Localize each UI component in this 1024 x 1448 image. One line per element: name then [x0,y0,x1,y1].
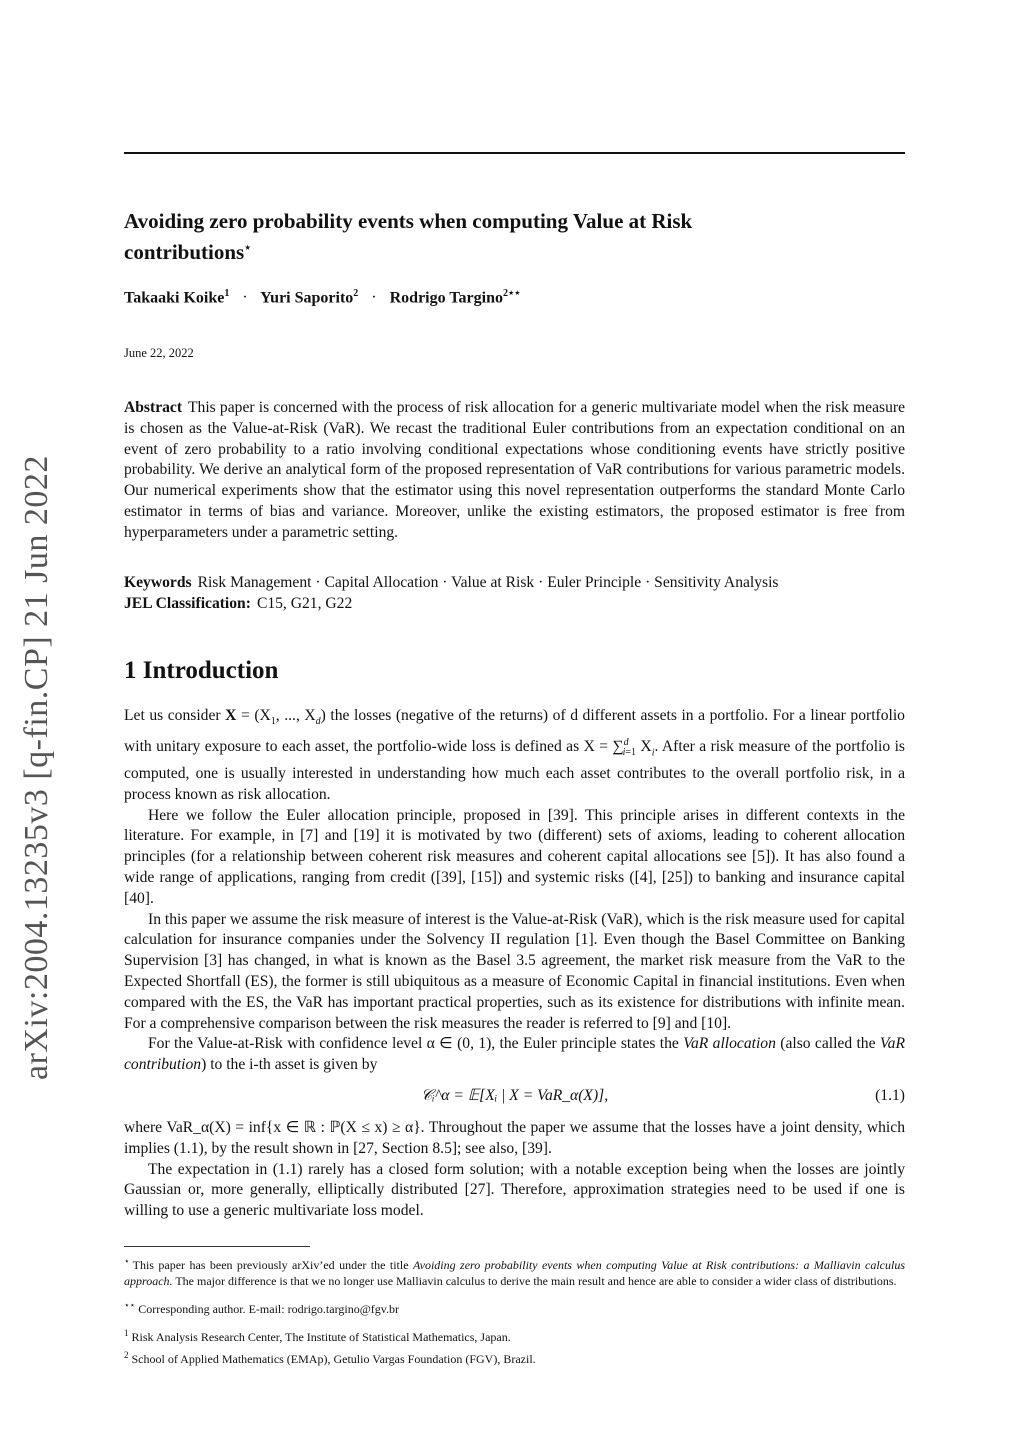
footnote [124,1253,905,1289]
keywords-label: Keywords [124,574,192,591]
paragraph: Let us consider $X = (X_1$, ..., $X_d$) the losses (negative of the returns) of d different assets in a portfolio. For a linear portfolio with unitary exposure to each asset, the portfolio-wide loss is defined as X = ∑$^d_{i=1}$ $X_i$. After a risk measure of the portfolio is computed, one is usually interested in understanding how much each asset contributes to the overall portfolio risk, in a process known as risk allocation. [124,707,905,803]
author-affiliation-mark: 2⋆⋆ [502,288,521,299]
keywords-line [124,573,905,594]
author-separator: · [242,289,248,307]
title-footnote-mark: ⋆ [244,242,252,254]
affiliation-note: School of Applied Mathematics (EMAp), Getulio Vargas Foundation (FGV), Brazil. [131,1352,536,1366]
footnote-mark: ⋆⋆ [124,1300,136,1310]
title-line-2: contributions [124,240,245,264]
text-run: The major difference is that we no longer use Malliavin calculus to derive the main result and hence are able to consider a wider class of distributions. [172,1274,897,1288]
footnote [124,1325,905,1345]
italic-title: Avoiding zero probability events when computing Value at Risk contributions: a Malliavin calculus approach. [124,1258,905,1288]
author-name: Rodrigo Targino [389,289,503,307]
jel-text: C15, G21, G22 [256,594,353,612]
paper-title [124,208,905,266]
author-name: Yuri Saporito [260,289,354,307]
paragraph: where VaR_α(X) = inf{x ∈ ℝ : ℙ(X ≤ x) ≥ α}. Throughout the paper we assume that the losses have a joint density, which implies (1.1), by the result shown in [27, Section 8.5]; see also, [39]. [124,1118,905,1157]
jel-label: JEL Classification: [124,594,251,612]
text-run: This paper has been previously arXiv’ed under the title [132,1258,413,1272]
italic-term: VaR allocation [683,1035,776,1053]
abstract [124,398,905,544]
paragraph: The expectation in (1.1) rarely has a closed form solution; with a notable exception being when the losses are jointly Gaussian or, more generally, elliptically distributed [27]. Therefore, approximation strategies need to be used if one is willing to use a generic multivariate loss model. [124,1160,905,1220]
keywords-block [124,573,905,615]
text-run: (also called the [775,1035,880,1053]
arxiv-sidebar-stamp: arXiv:2004.13235v3 [q-fin.CP] 21 Jun 2022 [18,455,55,1080]
equation-1-1 [124,1076,905,1118]
title-line-1: Avoiding zero probability events when computing Value at Risk [124,209,693,233]
jel-line [124,594,905,615]
footnote-rule [124,1246,310,1247]
text-run: . After a risk measure of the portfolio is computed, one is usually interested in understanding how much each asset contributes to the overall portfolio risk, in a process known as risk allocation. [124,738,905,803]
author-separator: · [371,289,377,307]
paragraph [124,1034,905,1076]
footnote [124,1347,905,1367]
text-run: Let us consider [124,707,226,724]
paragraph: Here we follow the Euler allocation principle, proposed in [39]. This principle arises in different contexts in the literature. For example, in [7] and [19] it is motivated by two (different) sets of axioms, leading to coherent allocation principles (for a relationship between coherent risk measures and coherent capital allocations see [5]). It has also found a wide range of applications, ranging from credit ([39], [15]) and systemic risks ([4], [25]) to banking and insurance capital [40]. [124,806,905,907]
corresponding-author-note: Corresponding author. E-mail: rodrigo.targino@fgv.br [138,1302,399,1316]
introduction-body [124,706,905,1222]
section-heading: 1 Introduction [124,657,279,684]
italic-term: VaR contribution [124,1035,905,1074]
author-affiliation-mark: 1 [224,288,230,299]
text-run: ) to the i-th asset is given by [201,1056,378,1074]
text-run: X [636,738,652,756]
paragraph: In this paper we assume the risk measure of interest is the Value-at-Risk (VaR), which is the risk measure used for capital calculation for insurance companies under the Solvency II regulation [1]. Even though the Basel Committee on Banking Supervision [3] has changed, in what is known as the Basel 3.5 agreement, the market risk measure from the VaR to the Expected Shortfall (ES), the former is still ubiquitous as a measure of Economic Capital in financial institutions. Even when compared with the ES, the VaR has important practical properties, such as its existence for distributions with infinite mean. For a comprehensive comparison between the risk measures the reader is referred to [9] and [10]. [124,910,905,1032]
text-run: ) the losses (negative of the returns) of d different assets in a portfolio. For a linear portfolio with unitary exposure to each asset, the portfolio-wide loss is defined as X = ∑ [124,707,905,756]
bold-vector-x: X [225,707,237,724]
author-name: Takaaki Koike [124,289,225,307]
equation-number: (1.1) [875,1086,905,1104]
paper-date: June 22, 2022 [124,346,194,360]
top-rule [124,152,905,154]
author-affiliation-mark: 2 [353,288,359,299]
text-run: = (X [236,707,271,724]
text-run: , ..., X [275,707,316,724]
author-list [124,288,905,307]
footnote-mark: ⋆ [124,1256,130,1266]
equation-body: 𝒞ᵢ^α = 𝔼[Xᵢ | X = VaR_α(X)], [420,1086,609,1104]
keywords-text: Risk Management · Capital Allocation · Value at Risk · Euler Principle · Sensitivity Analysis [197,574,779,591]
footnotes [124,1253,905,1375]
footnote [124,1297,905,1317]
text-run: For the Value-at-Risk with confidence level α ∈ (0, 1), the Euler principle states the [148,1035,684,1053]
footnote-mark: 1 [124,1328,129,1338]
abstract-text: This paper is concerned with the process of risk allocation for a generic multivariate model when the risk measure is chosen as the Value-at-Risk (VaR). We recast the traditional Euler contributions from an expectation conditional on an event of zero probability to a ratio involving conditional expectations whose conditioning events have strictly positive probability. We derive an analytical form of the proposed representation of VaR contributions for various parametric models. Our numerical experiments show that the estimator using this novel representation outperforms the standard Monte Carlo estimator in terms of bias and variance. Moreover, unlike the existing estimators, the proposed estimator is free from hyperparameters under a parametric setting. [124,399,905,541]
abstract-label: Abstract [124,399,183,416]
affiliation-note: Risk Analysis Research Center, The Institute of Statistical Mathematics, Japan. [131,1330,511,1344]
footnote-mark: 2 [124,1350,129,1360]
